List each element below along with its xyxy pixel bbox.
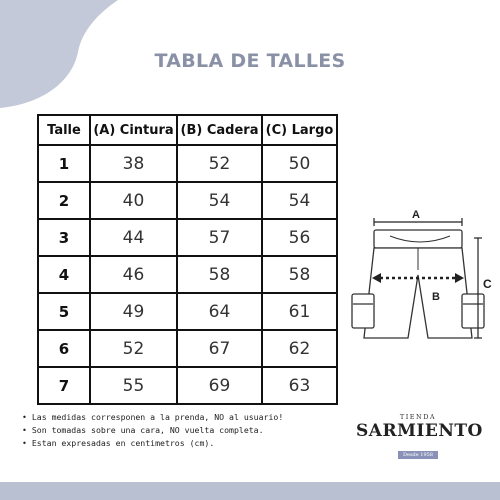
diagram-label-c: C: [483, 277, 492, 291]
cintura-cell: 52: [90, 330, 177, 367]
cintura-cell: 44: [90, 219, 177, 256]
largo-cell: 50: [262, 145, 337, 182]
logo-tagline: Desde 1958: [398, 451, 438, 459]
header-cintura: (A) Cintura: [90, 115, 177, 145]
cintura-cell: 40: [90, 182, 177, 219]
cadera-cell: 57: [177, 219, 262, 256]
cadera-cell: 69: [177, 367, 262, 404]
table-row: [38, 367, 337, 404]
diagram-label-a: A: [412, 209, 420, 221]
notes-list: [22, 411, 283, 450]
cintura-cell: 55: [90, 367, 177, 404]
shorts-icon: [352, 230, 484, 338]
note-item: • Las medidas corresponen a la prenda, NO al usuario!: [22, 411, 283, 424]
talle-cell: 4: [38, 256, 90, 293]
talle-cell: 2: [38, 182, 90, 219]
table-row: [38, 330, 337, 367]
table-row: [38, 256, 337, 293]
largo-cell: 54: [262, 182, 337, 219]
bottom-band: [0, 482, 500, 500]
talle-cell: 5: [38, 293, 90, 330]
largo-cell: 62: [262, 330, 337, 367]
note-item: • Estan expresadas en centimetros (cm).: [22, 437, 283, 450]
header-cadera: (B) Cadera: [177, 115, 262, 145]
table-row: [38, 182, 337, 219]
cintura-cell: 46: [90, 256, 177, 293]
shorts-diagram: [350, 200, 500, 350]
cadera-cell: 67: [177, 330, 262, 367]
talle-cell: 3: [38, 219, 90, 256]
cintura-cell: 49: [90, 293, 177, 330]
cintura-cell: 38: [90, 145, 177, 182]
cadera-cell: 52: [177, 145, 262, 182]
page-title: TABLA DE TALLES: [154, 50, 346, 72]
talle-cell: 6: [38, 330, 90, 367]
cadera-cell: 54: [177, 182, 262, 219]
header-talle: Talle: [38, 115, 90, 145]
talle-cell: 7: [38, 367, 90, 404]
cadera-cell: 64: [177, 293, 262, 330]
table-header-row: [38, 115, 337, 145]
largo-cell: 61: [262, 293, 337, 330]
largo-cell: 56: [262, 219, 337, 256]
table-row: [38, 145, 337, 182]
cadera-cell: 58: [177, 256, 262, 293]
largo-cell: 58: [262, 256, 337, 293]
note-item: • Son tomadas sobre una cara, NO vuelta completa.: [22, 424, 283, 437]
size-table: [37, 114, 338, 405]
largo-cell: 63: [262, 367, 337, 404]
table-row: [38, 219, 337, 256]
diagram-label-b: B: [432, 291, 440, 303]
logo-top-text: TIENDA: [399, 413, 437, 421]
logo-main-text: SARMIENTO: [356, 421, 483, 441]
talle-cell: 1: [38, 145, 90, 182]
table-row: [38, 293, 337, 330]
header-largo: (C) Largo: [262, 115, 337, 145]
store-logo: [356, 413, 483, 460]
